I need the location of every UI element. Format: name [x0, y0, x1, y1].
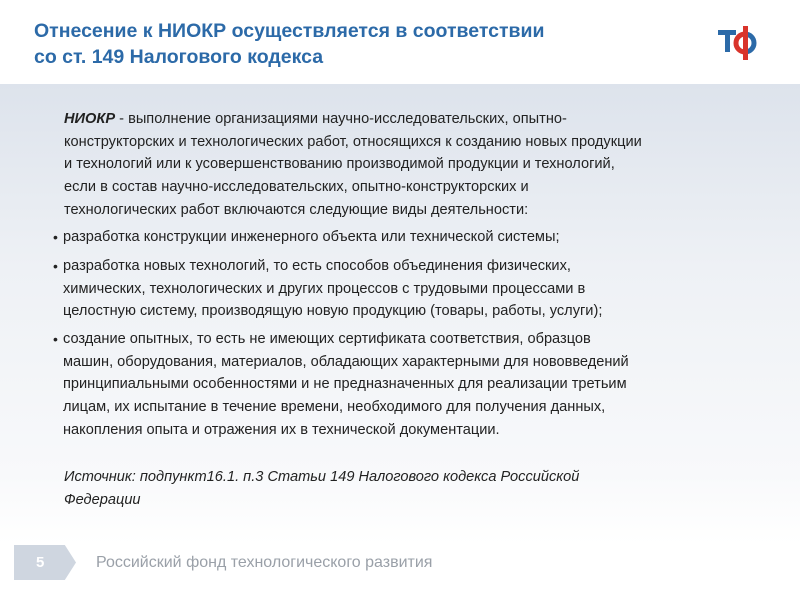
fund-logo-icon: [716, 24, 768, 62]
bullet-icon: •: [53, 331, 58, 347]
intro-line: технологических работ включаются следующие виды деятельности:: [64, 201, 529, 218]
intro-line: если в состав научно-исследовательских, опытно-конструкторских и: [64, 179, 529, 196]
source-note: [64, 466, 784, 511]
footer-organization: Российский фонд технологического развития: [96, 554, 433, 571]
list-item-line: создание опытных, то есть не имеющих сертификата соответствия, образцов: [63, 331, 591, 347]
list-item-line: лицам, их испытание в течение времени, необходимого для получения данных,: [63, 399, 606, 416]
intro-lead: НИОКР: [64, 111, 116, 127]
source-line: Источник: подпункт16.1. п.3 Статьи 149 Налогового кодекса Российской: [64, 469, 580, 485]
intro-paragraph: [64, 108, 794, 222]
source-line: Федерации: [64, 491, 141, 508]
bullet-icon: •: [53, 229, 58, 245]
page-number-tab: [14, 545, 76, 580]
list-item-line: принципиальными особенностями и не предназначенных для реализации третьим: [63, 376, 627, 393]
title-line: со ст. 149 Налогового кодекса: [34, 46, 324, 68]
list-item-line: химических, технологических и других процессов с трудовыми процессами в: [63, 280, 586, 297]
page-number: 5: [36, 554, 45, 571]
intro-line: - выполнение организациями научно-исследовательских, опытно-: [115, 111, 567, 127]
list-item-line: накопления опыта и отражения их в технической документации.: [63, 421, 500, 438]
bullet-icon: •: [53, 258, 58, 274]
slide-title: [34, 18, 674, 70]
intro-line: конструкторских и технологических работ, относящихся к созданию новых продукции: [64, 133, 642, 150]
list-item-line: целостную систему, производящую новую продукцию (товары, работы, услуги);: [63, 303, 603, 320]
list-item-line: разработка новых технологий, то есть способов объединения физических,: [63, 258, 571, 274]
intro-line: и технологий или к усовершенствованию производимой продукции и технологий,: [64, 156, 615, 173]
list-item-line: машин, оборудования, материалов, обладающих характерными для нововведений: [63, 353, 629, 370]
list-item-line: разработка конструкции инженерного объекта или технической системы;: [63, 229, 560, 245]
title-line: Отнесение к НИОКР осуществляется в соответствии: [34, 20, 545, 42]
